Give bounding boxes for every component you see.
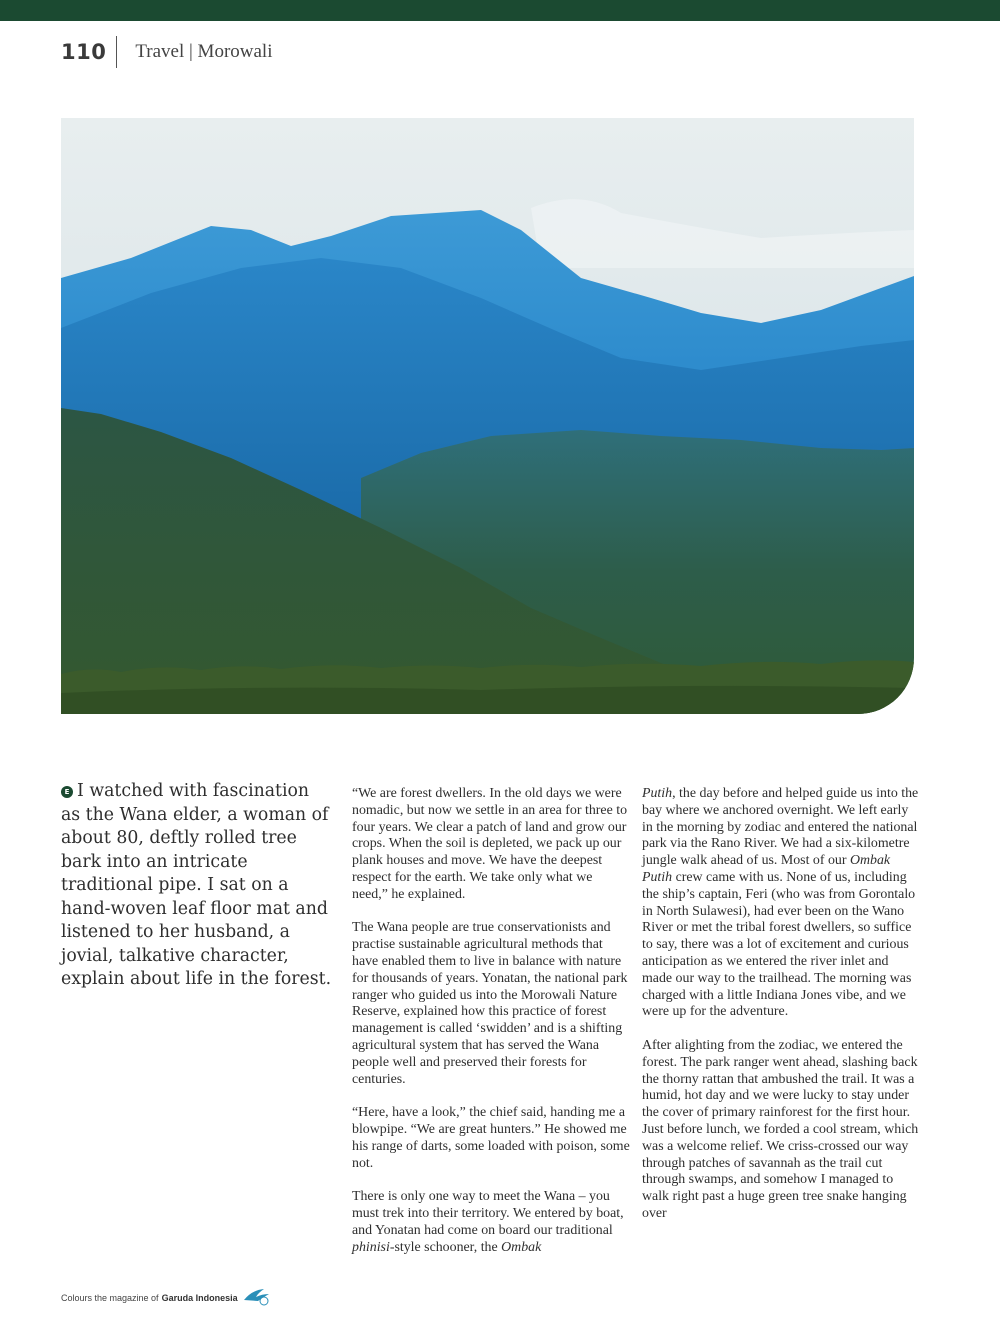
- italic-text: Ombak: [501, 1239, 542, 1255]
- section-title: Travel | Morowali: [135, 41, 273, 62]
- page-footer: [61, 1288, 272, 1308]
- italic-text: Putih: [642, 786, 673, 801]
- top-color-bar: [0, 0, 1000, 21]
- paragraph: The Wana people are true conservationists and practise sustainable agricultural methods that have enabled them to live in balance with nature for thousands of years. Yonatan, the national park ranger who guided us into the Morowali Nature Reserve, explained how this practice of forest management is called ‘swidden’ and is a shifting agricultural system that has served the Wana people well and preserved their forests for centuries.: [352, 920, 628, 1087]
- mountain-landscape-photo: [61, 118, 914, 714]
- canopy-shadow: [61, 686, 914, 714]
- footer-text: Colours the magazine of: [61, 1293, 159, 1303]
- mountain-landscape-illustration: [61, 118, 914, 714]
- paragraph: “Here, have a look,” the chief said, handing me a blowpipe. “We are great hunters.” He showed me his range of darts, some loaded with poison, some not.: [352, 1105, 630, 1171]
- italic-text: Ombak Putih: [642, 853, 891, 885]
- paragraph: “We are forest dwellers. In the old days we were nomadic, but now we settle in an area for three to four years. We clear a patch of land and grow our crops. When the soil is depleted, we pack up our plank houses and move. We have the deepest respect for the earth. We take only what we need,” he explained.: [352, 786, 628, 902]
- language-badge-icon: E: [61, 786, 73, 798]
- text-run: There is only one way to meet the Wana – you must trek into their territory. We entered by boat, and Yonatan had come on board our traditional: [352, 1189, 624, 1238]
- text-run: -style schooner, the: [389, 1239, 502, 1255]
- header-divider: [116, 36, 117, 68]
- lead-text: I watched with fascination as the Wana elder, a woman of about 80, deftly rolled tree bark into an intricate traditional pipe. I sat on a hand-woven leaf floor mat and listened to her husband, a jovial, talkative character, explain about life in the forest.: [61, 781, 332, 989]
- italic-text: phinisi: [352, 1239, 390, 1255]
- garuda-bird-logo-icon: [242, 1288, 272, 1308]
- page-header: [61, 36, 273, 68]
- footer-brand: Garuda Indonesia: [161, 1293, 238, 1303]
- lead-paragraph: [61, 780, 333, 992]
- article-column-3: [642, 786, 920, 1223]
- text-run: crew came with us. None of us, including the ship’s captain, Feri (who was from Gorontalo in North Sulawesi), had ever been on the Wano River or met the tribal forest dwellers, so suffice to say, there was a lot of excitement and curious anticipation as we entered the river inlet and made our way to the trailhead. The morning was charged with a little Indiana Jones vibe, and we were up for the adventure.: [642, 869, 916, 1020]
- paragraph: After alighting from the zodiac, we entered the forest. The park ranger went ahead, slashing back the thorny rattan that ambushed the trail. It was a humid, hot day and we were lucky to stay under the cover of primary rainforest for the first hour. Just before lunch, we forded a cool stream, which was a welcome relief. We criss-crossed our way through patches of savannah as the trail cut through swamps, and somehow I managed to walk right past a huge green tree snake hanging over: [642, 1037, 919, 1221]
- article-column-2: [352, 786, 630, 1256]
- paragraph: [642, 786, 920, 1021]
- text-run: , the day before and helped guide us into the bay where we anchored overnight. We left early in the morning by zodiac and entered the national park via the Rano River. We had a six-kilometre jungle walk ahead of us. Most of our: [642, 786, 919, 869]
- page-number: 110: [61, 40, 107, 64]
- paragraph: [352, 1189, 630, 1256]
